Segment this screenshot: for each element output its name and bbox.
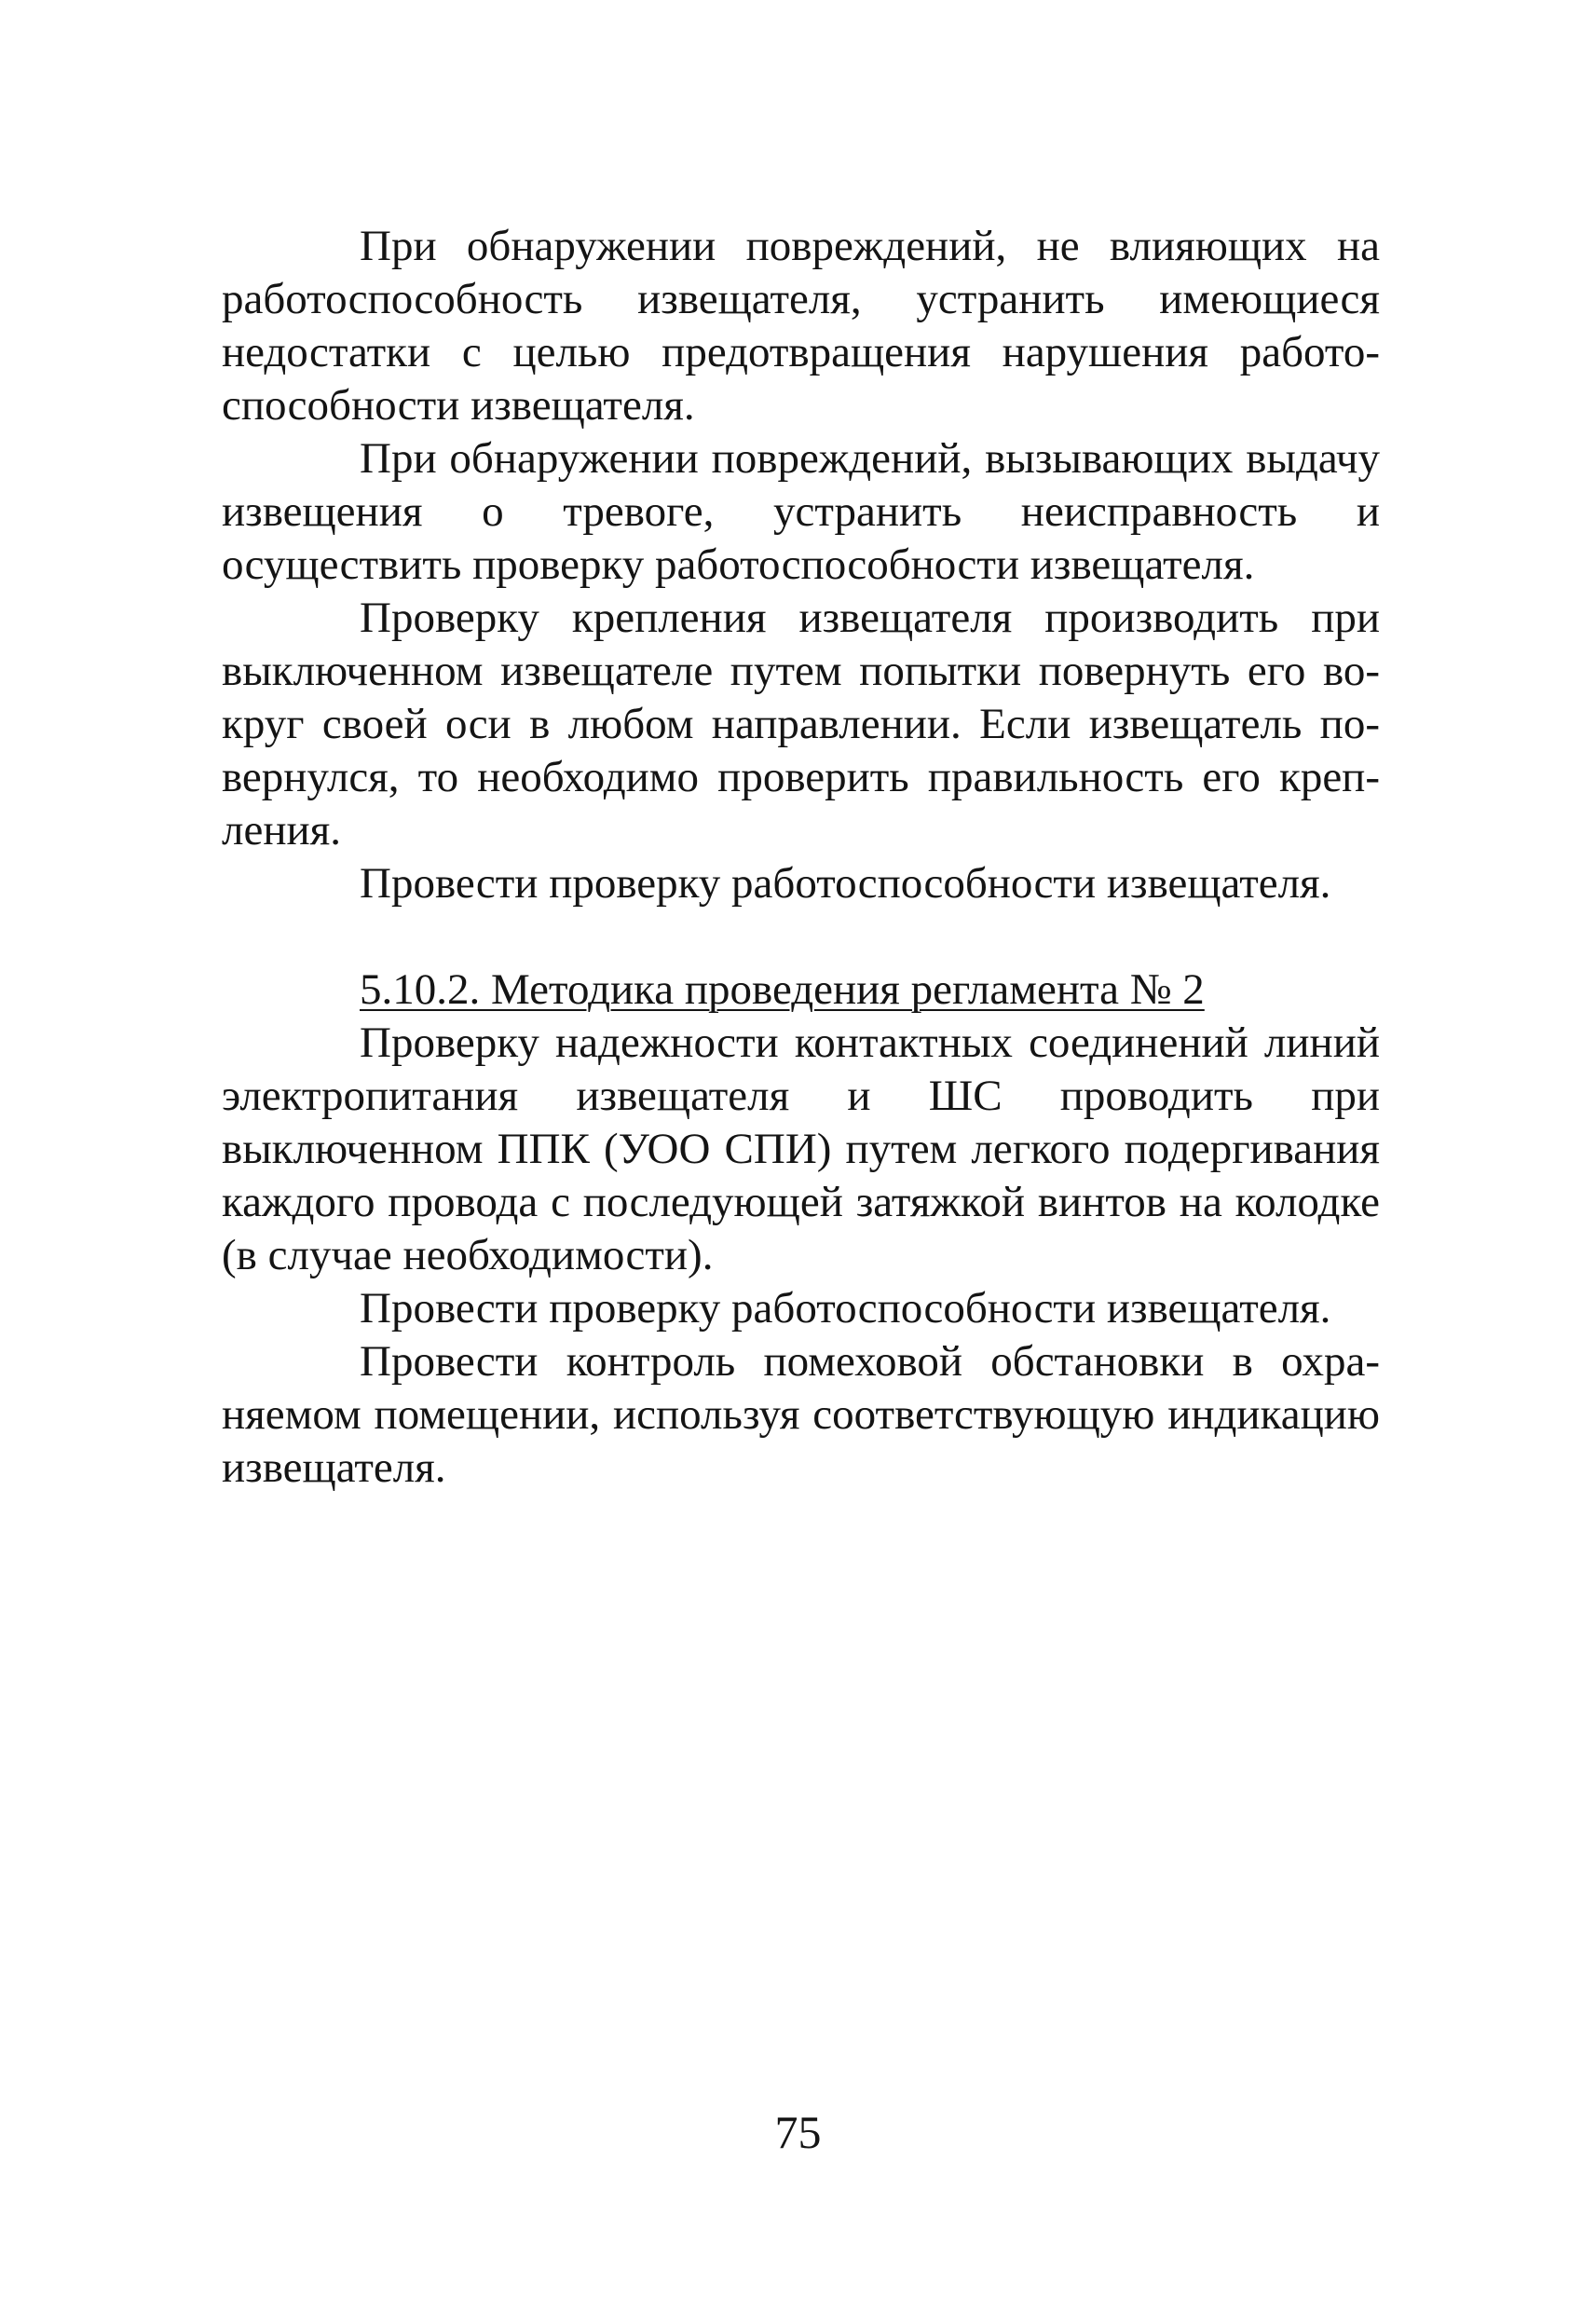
- section-heading-text: 5.10.2. Методика проведения регламента № 2: [360, 965, 1205, 1014]
- paragraph-damage-causing-alarm: При обнаружении повреждений, вызывающих выдачу извещения о тревоге, устранить неисправность и осуществить проверку работоспособности извещателя.: [222, 434, 1380, 589]
- page-body: [222, 220, 1380, 1495]
- paragraph-damage-not-affecting: При обнаружении повреждений, не влияющих на работоспособность извещателя, устранить имеющиеся недостатки с целью предотвращения нарушения работоспособности извещателя.: [222, 222, 1380, 430]
- paragraph-performance-check-2: Провести проверку работоспособности извещателя.: [360, 1284, 1331, 1333]
- paragraph-mounting-check: Проверку крепления извещателя производить при выключенном извещателе путем попытки повернуть его вокруг своей оси в любом направлении. Если извещатель повернулся, то необходимо проверить правильность его крепления.: [222, 594, 1380, 854]
- paragraph-interference-control: Провести контроль помеховой обстановки в охраняемом помещении, используя соответствующую индикацию извещателя.: [222, 1337, 1380, 1492]
- paragraph-contact-check: Проверку надежности контактных соединений линий электропитания извещателя и ШС проводить при выключенном ППК (УОО СПИ) путем легкого подергивания каждого провода с последующей затяжкой винтов на колодке (в случае необходимости).: [222, 1018, 1380, 1279]
- paragraph-performance-check: Провести проверку работоспособности извещателя.: [360, 859, 1331, 908]
- section-heading: [222, 964, 1380, 1017]
- page-number: 75: [774, 2106, 822, 2158]
